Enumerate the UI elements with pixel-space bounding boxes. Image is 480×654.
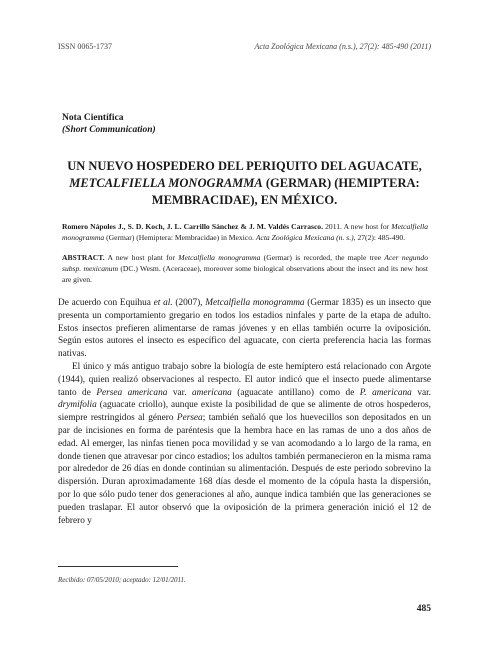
p1-et-al: et al. [153, 298, 173, 308]
article-body [58, 297, 431, 527]
journal-reference: Acta Zoológica Mexicana (n.s.), 27(2): 485-490 (2011) [254, 42, 431, 51]
abstract-part-1: A new host plant for [104, 253, 179, 262]
title-line-3: MEMBRACIDAE), EN MÉXICO. [151, 193, 338, 207]
section-label [62, 112, 156, 136]
title-line-2-rest: (GERMAR) (HEMIPTERA: [262, 176, 420, 190]
abstract-label: ABSTRACT. [62, 253, 105, 262]
abstract-part-2: (Germar) is recorded, the maple tree [260, 253, 385, 262]
body-paragraph-1 [58, 297, 431, 361]
p2-americana: americana [192, 387, 232, 398]
citation-part-2: (Germar) (Hemiptera: Membracidae) in Mexico. [104, 233, 256, 242]
page-number: 485 [416, 604, 431, 614]
p1-text-c: (Germar 1835) es un insecto que presenta un comportamiento gregario en todos los estadios ninfales y parte de la etapa de adulto. Estos insectos prefieren alimentarse de ramas jóvenes y en ellas también ocurre la oviposición. Según estos autores el insecto es específico del aguacate, con cierta preferencia hacia las formas nativas. [58, 298, 431, 360]
footnote-rule [58, 566, 178, 567]
title-line-1: UN NUEVO HOSPEDERO DEL PERIQUITO DEL AGUACATE, [67, 159, 422, 173]
p2-drymifolia: drymifolia [58, 400, 97, 411]
citation-part-3: 27(2): 485-490. [355, 233, 406, 242]
citation-journal: Acta Zoológica Mexicana (n. s.), [255, 233, 356, 242]
citation-species: Metcalfiella monogramma [62, 222, 428, 242]
p2-p-americana: P. americana [359, 387, 412, 398]
p1-text-a: De acuerdo con Equihua [58, 298, 154, 308]
issn: ISSN 0065-1737 [58, 42, 113, 51]
p2-persea-americana: Persea americana [96, 387, 168, 398]
citation-part-1: 2011. A new host for [323, 222, 392, 231]
note-type-english: (Short Communication) [62, 125, 156, 135]
p2-text-c: (aguacate antillano) como de [231, 387, 360, 398]
abstract-species: Metcalfiella monogramma [178, 253, 261, 262]
abstract [62, 252, 428, 285]
abstract-part-3: (DC.) Wesm. (Aceraceae), moreover some biological observations about the insect and its new host are given. [62, 264, 428, 284]
title-line-2 [58, 175, 431, 192]
received-accepted-note: Recibido: 07/05/2010; aceptado: 12/01/2011. [58, 576, 186, 584]
p2-text-b: var. [167, 387, 192, 398]
p1-species: Metcalfiella monogramma [205, 298, 305, 308]
p2-persea: Persea [176, 413, 203, 424]
article-title [58, 158, 431, 209]
p2-text-a: El único y más antiguo trabajo sobre la biología de este hemíptero está relacionado con Argote (1944), quien realizó observaciones al respecto. El autor indicó que el insecto puede alimentarse tanto de [58, 361, 431, 398]
title-species: METCALFIELLA MONOGRAMMA [69, 176, 263, 190]
p2-text-d: var. [411, 387, 431, 398]
p2-text-f: ; también señaló que los huevecillos son depositados en un par de incisiones en forma de paréntesis que la hembra hace en las ramas de uno a dos años de edad. Al emerger, las ninfas tienen poca movilidad y se van acomodando a lo largo de la rama, en donde tienen que atravesar por cinco estadios; los adultos también permanecieron en la misma rama por alrededor de 26 días en donde continúan su alimentación. Después de este periodo sobrevino la dispersión. Duran aproximadamente 168 días desde el momento de la cópula hasta la dispersión, por lo que sólo pudo tener dos generaciones al año, aunque indica también que las generaciones se pueden traslapar. El autor observó que la oviposición de la primera generación inició el 12 de febrero y [58, 413, 431, 526]
body-paragraph-2 [58, 361, 431, 527]
p2-text-e: (aguacate criollo), aunque existe la posibilidad de que se alimente de otros hospederos, siempre restringidos al género [58, 400, 431, 424]
citation [62, 221, 428, 243]
p1-text-b: (2007), [172, 298, 206, 308]
abstract-plant: Acer negundo subsp. mexicanum [62, 253, 428, 273]
citation-authors: Romero Nápoles J., S. D. Koch, J. L. Carrillo Sánchez & J. M. Valdés Carrasco. [62, 222, 324, 231]
note-type: Nota Científica [62, 113, 124, 123]
